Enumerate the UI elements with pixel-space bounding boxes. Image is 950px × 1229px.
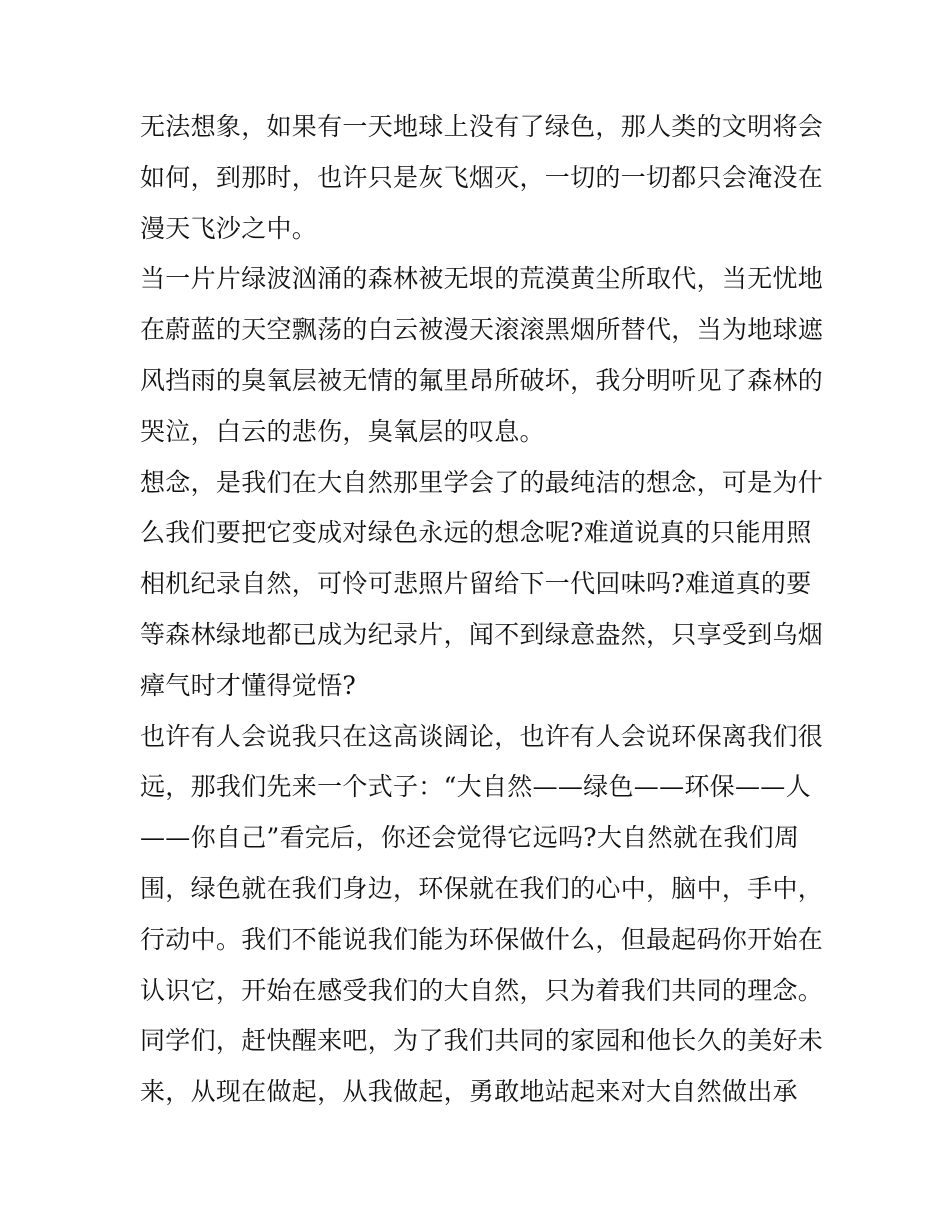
- text-line: 漫天飞沙之中。: [140, 213, 318, 243]
- text-line: 无法想象，如果有一天地球上没有了绿色，那人类的文明将会: [140, 112, 824, 141]
- text-line: 也许有人会说我只在这高谈阔论，也许有人会说环保离我们很: [140, 721, 824, 751]
- text-line: 风挡雨的臭氧层被无情的氟里昂所破坏，我分明听见了森林的: [140, 365, 824, 395]
- text-line: 远，那我们先来一个式子：“大自然——绿色——环保——人: [140, 772, 811, 802]
- text-line: ——你自己”看完后，你还会觉得它远吗?大自然就在我们周: [140, 823, 800, 853]
- body-text: [140, 102, 824, 1118]
- text-line: 在蔚蓝的天空飘荡的白云被漫天滚滚黑烟所替代，当为地球遮: [140, 315, 824, 345]
- text-line: 想念，是我们在大自然那里学会了的最纯洁的想念，可是为什: [140, 467, 824, 497]
- text-line: 围，绿色就在我们身边，环保就在我们的心中，脑中，手中，: [140, 873, 824, 903]
- text-line: 等森林绿地都已成为纪录片，闻不到绿意盎然，只享受到乌烟: [140, 619, 824, 649]
- text-line: 同学们，赶快醒来吧，为了我们共同的家园和他长久的美好未: [140, 1026, 824, 1056]
- text-line: 认识它，开始在感受我们的大自然，只为着我们共同的理念。: [140, 975, 824, 1005]
- text-line: 当一片片绿波汹涌的森林被无垠的荒漠黄尘所取代，当无忧地: [140, 264, 824, 294]
- text-line: 瘴气时才懂得觉悟?: [140, 670, 357, 700]
- text-line: 如何，到那时，也许只是灰飞烟灭，一切的一切都只会淹没在: [140, 162, 824, 192]
- text-line: 行动中。我们不能说我们能为环保做什么，但最起码你开始在: [140, 924, 824, 954]
- text-line: 相机纪录自然，可怜可悲照片留给下一代回味吗?难道真的要: [140, 569, 812, 599]
- text-line: 来，从现在做起，从我做起，勇敢地站起来对大自然做出承: [140, 1077, 798, 1107]
- text-line: 么我们要把它变成对绿色永远的想念呢?难道说真的只能用照: [140, 518, 812, 548]
- text-line: 哭泣，白云的悲伤，臭氧层的叹息。: [140, 416, 545, 446]
